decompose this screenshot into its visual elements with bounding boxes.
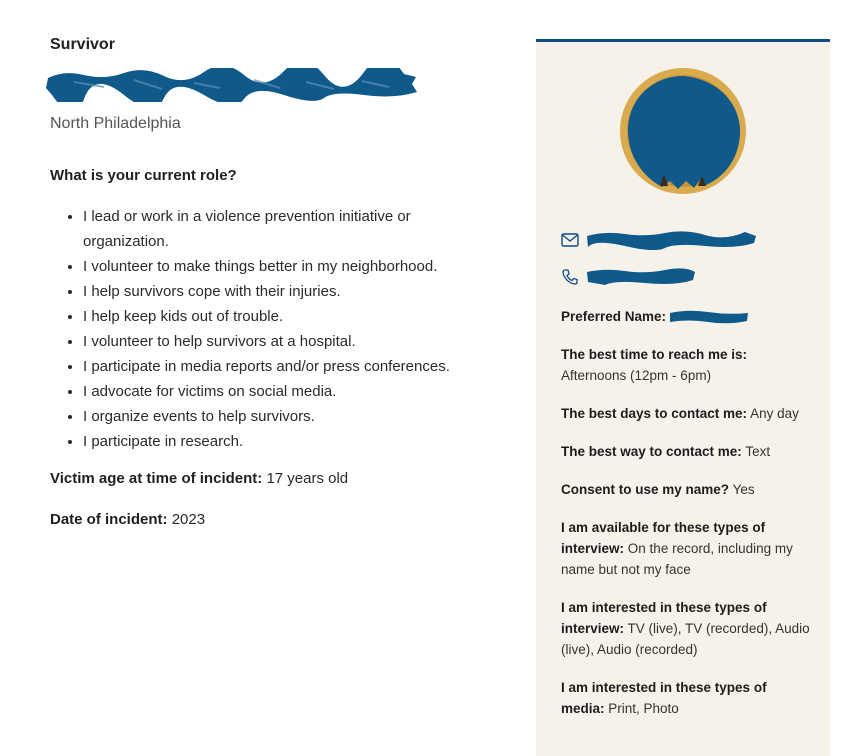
media-interest-value: Print, Photo — [608, 701, 679, 716]
consent-label: Consent to use my name? — [561, 482, 730, 497]
phone-icon — [561, 268, 579, 286]
phone-row[interactable] — [561, 266, 697, 288]
redacted-name — [44, 68, 418, 102]
interview-interest-label: I am interested in these types of interview: — [561, 600, 767, 636]
best-days — [561, 403, 813, 424]
consent-value: Yes — [732, 482, 755, 497]
envelope-icon — [561, 233, 579, 247]
victim-age-value: 17 years old — [266, 470, 349, 487]
media-interest — [561, 677, 813, 719]
role-item: • I volunteer to help survivors at a hospital. — [83, 329, 500, 354]
role-item: • I help keep kids out of trouble. — [83, 304, 500, 329]
best-time — [561, 344, 813, 386]
best-way — [561, 441, 813, 462]
redacted-email[interactable] — [585, 230, 757, 250]
redacted-preferred-name — [668, 309, 750, 325]
role-list — [50, 204, 500, 454]
interview-interest-value: TV (live), TV (recorded), Audio (live), Audio (recorded) — [561, 621, 810, 657]
neighborhood: North Philadelphia — [50, 115, 181, 132]
interview-interest — [561, 597, 813, 660]
role-item: • I participate in research. — [83, 429, 500, 454]
profile-category: Survivor — [50, 36, 115, 53]
redacted-phone[interactable] — [585, 267, 697, 287]
interview-availability — [561, 517, 813, 580]
role-question: What is your current role? — [50, 167, 237, 184]
best-days-value: Any day — [750, 406, 799, 421]
role-item: • I volunteer to make things better in my neighborhood. — [83, 254, 500, 279]
contact-preferences — [561, 306, 813, 736]
role-item: • I participate in media reports and/or press conferences. — [83, 354, 500, 379]
role-item: • I help survivors cope with their injuries. — [83, 279, 500, 304]
best-way-value: Text — [745, 444, 771, 459]
best-time-value: Afternoons (12pm - 6pm) — [561, 368, 712, 383]
preferred-name-label: Preferred Name: — [561, 309, 667, 324]
best-way-label: The best way to contact me: — [561, 444, 742, 459]
email-row[interactable] — [561, 229, 757, 251]
best-days-label: The best days to contact me: — [561, 406, 748, 421]
avatar — [620, 68, 746, 194]
profile-main — [50, 36, 500, 552]
role-item: • I organize events to help survivors. — [83, 404, 500, 429]
incident-date — [50, 511, 500, 528]
best-time-label: The best time to reach me is: — [561, 347, 748, 362]
victim-age — [50, 470, 500, 487]
preferred-name — [561, 306, 813, 327]
victim-age-label: Victim age at time of incident: — [50, 470, 263, 487]
media-interest-label: I am interested in these types of media: — [561, 680, 767, 716]
interview-availability-value: On the record, including my name but not my face — [561, 541, 793, 577]
interview-availability-label: I am available for these types of interview: — [561, 520, 766, 556]
consent — [561, 479, 813, 500]
incident-date-label: Date of incident: — [50, 511, 168, 528]
incident-date-value: 2023 — [171, 511, 206, 528]
role-item: • I advocate for victims on social media. — [83, 379, 500, 404]
role-item: • I lead or work in a violence prevention initiative or organization. — [83, 204, 500, 254]
contact-card — [536, 39, 830, 756]
